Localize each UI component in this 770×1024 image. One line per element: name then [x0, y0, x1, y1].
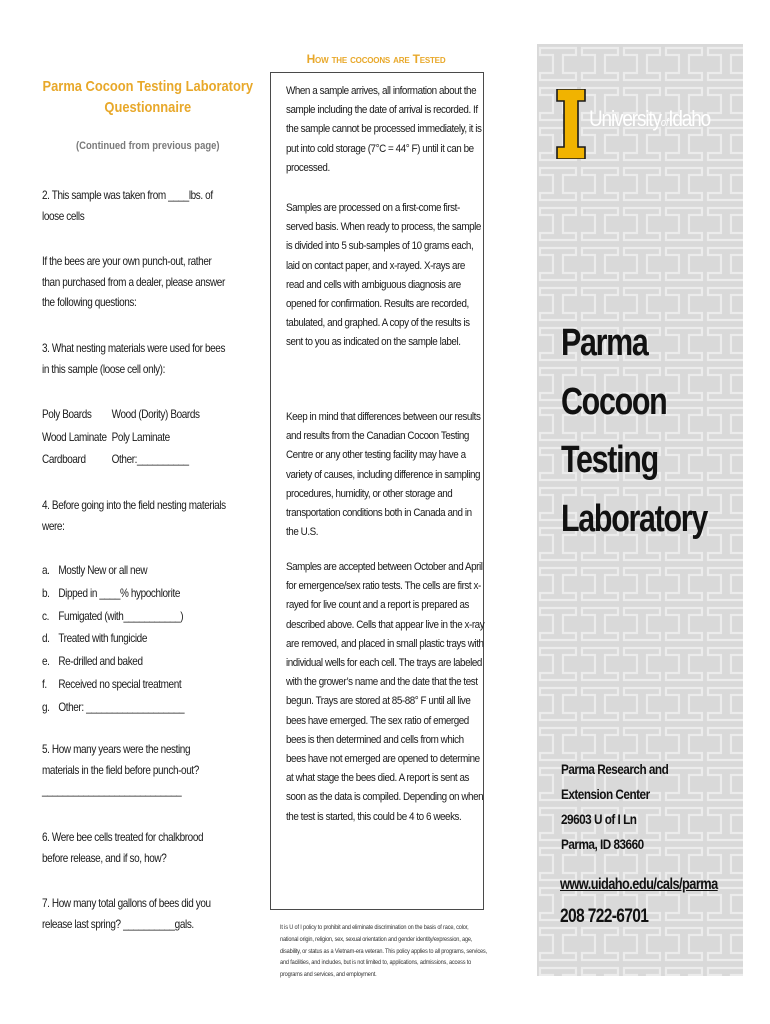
- question-7: 7. How many total gallons of bees did you release last spring? __________gals.: [42, 897, 211, 931]
- list-item: a. Mostly New or all new: [42, 564, 148, 577]
- materials-row: [42, 404, 254, 427]
- question-4: 4. Before going into the field nesting materials were:: [42, 499, 226, 533]
- address-block: Parma Research and Extension Center 29603 U of I Ln Parma, ID 83660: [561, 761, 669, 852]
- list-item: d. Treated with fungicide: [42, 632, 148, 646]
- materials-row: [42, 427, 254, 450]
- question-6: 6. Were bee cells treated for chalkbrood before release, and if so, how?: [42, 831, 204, 865]
- nesting-treatment-options: [42, 560, 254, 720]
- nondiscrimination-disclaimer: It is U of I policy to prohibit and eliminate discrimination on the basis of race, color, national origin, religion, sex, sexual orientation and gender identity/expression, age, disability, or status as a Vietnam-era veteran. This policy applies to all programs, services, and facilities, and includes, but is not limited to, applications, admissions, access to programs and services, and employment.: [280, 924, 487, 979]
- questionnaire-column: [42, 76, 254, 931]
- testing-paragraph: Samples are processed on a first-come first-served basis. When ready to process, the sample is divided into 5 sub-samples of 10 grams each, laid on contact paper, and x-rayed. X-rays are read and cells with ambiguous diagnosis are opened for confirmation. Results are recorded, tabulated, and graphed. A copy of the results is sent to you as indicated on the sample label.: [286, 202, 481, 349]
- material-option: Wood Laminate: [42, 430, 107, 444]
- list-item: c. Fumigated (with___________): [42, 609, 184, 623]
- list-item: f. Received no special treatment: [42, 677, 182, 691]
- question-5: 5. How many years were the nesting materials in the field before punch-out? ___________________________: [42, 743, 199, 797]
- logo-wordmark: UniversityofIdaho: [589, 106, 711, 131]
- testing-paragraph: Samples are accepted between October and April for emergence/sex ratio tests. The cells are first x-rayed for live count and a report is prepared as described above. Cells that appear live in the x-ray are removed, and placed in small plastic trays with individual wells for each cell. The trays are labeled with the grower’s name and the date that the test begun. Trays are stored at 85-88° F until all live bees have emerged. The sex ratio of emerged bees is then determined and cells from which bees have not emerged are opened to determine at what stage the bees died. A report is sent as soon as the data is compiled. Depending on when the test is started, this could be 4 to 6 weeks.: [286, 561, 485, 823]
- continued-note: (Continued from previous page): [76, 140, 220, 152]
- question-2: 2. This sample was taken from ____lbs. of loose cells: [42, 189, 213, 223]
- material-option: Cardboard: [42, 453, 86, 466]
- list-item: b. Dipped in ____% hypochlorite: [42, 586, 180, 600]
- material-option: Poly Laminate: [111, 430, 170, 444]
- punch-out-instructions: If the bees are your own punch-out, rather than purchased from a dealer, please answer the following questions:: [42, 255, 225, 309]
- website-link[interactable]: www.uidaho.edu/cals/parma: [560, 876, 718, 893]
- testing-paragraph: When a sample arrives, all information about the sample including the date of arrival is recorded. If the sample cannot be processed immediately, it is put into cold storage (7°C = 44° F) until it can be processed.: [286, 85, 482, 174]
- nesting-materials-list: [42, 404, 254, 472]
- material-option: Poly Boards: [42, 408, 92, 421]
- material-option: Wood (Dority) Boards: [111, 408, 200, 421]
- question-3: 3. What nesting materials were used for bees in this sample (loose cell only):: [42, 342, 226, 376]
- list-item: g. Other: ___________________: [42, 700, 185, 714]
- questionnaire-title: Parma Cocoon Testing Laboratory Questionnaire: [42, 78, 254, 116]
- testing-section-title: How the cocoons are Tested: [306, 52, 446, 66]
- material-option: Other:__________: [111, 453, 189, 466]
- materials-row: [42, 449, 254, 472]
- lab-title: Parma Cocoon Testing Laboratory: [561, 322, 707, 540]
- cover-panel: [537, 44, 743, 976]
- phone-number: 208 722-6701: [560, 906, 649, 927]
- list-item: e. Re-drilled and baked: [42, 655, 143, 669]
- testing-paragraph: Keep in mind that differences between our results and results from the Canadian Cocoon Testing Centre or any other testing facility may have a variety of causes, including difference in sampling procedures, humidity, or other storage and transportation conditions both in Canada and in the U.S.: [286, 411, 481, 539]
